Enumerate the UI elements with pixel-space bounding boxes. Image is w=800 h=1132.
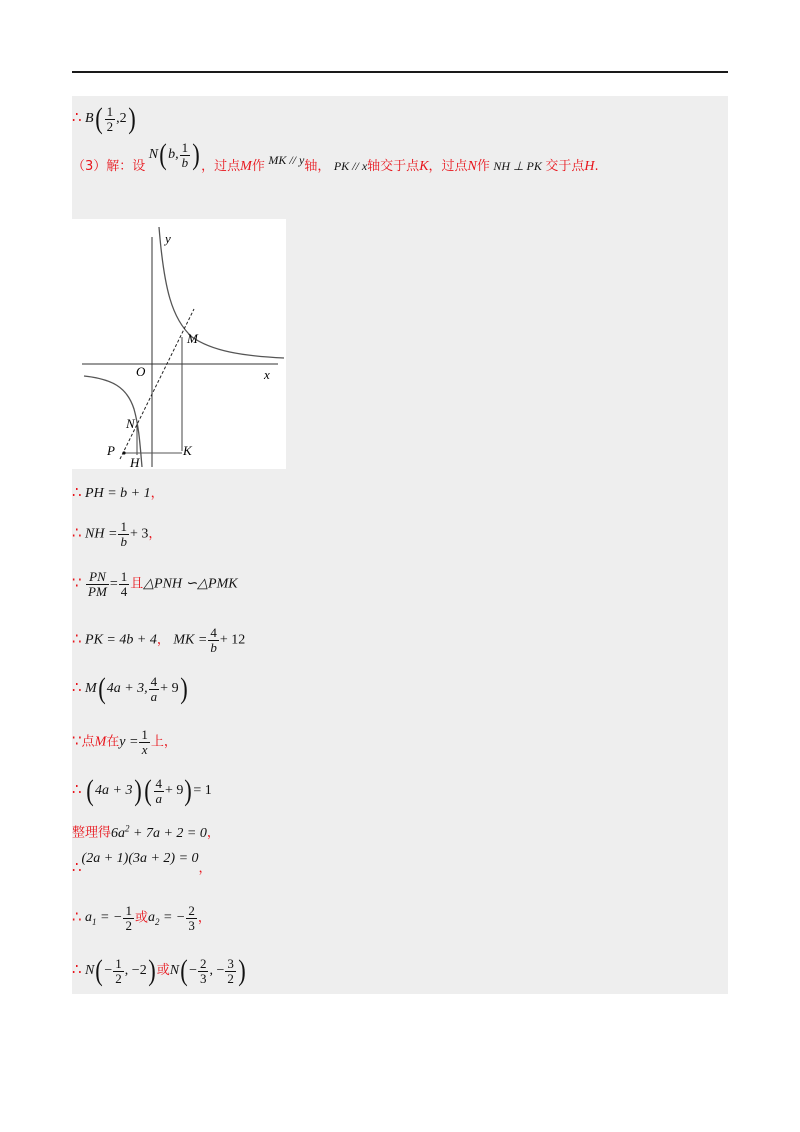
line-NH: ∴ NH = $\frac{1}{b}$ + 3， — [72, 519, 162, 549]
line-PK-MK: ∴ PK = 4b + 4， MK = $\frac{4}{b}$ + 12 — [72, 625, 246, 655]
label-y: y — [165, 231, 171, 246]
header-rule — [72, 71, 728, 73]
line-product: ∴ (4a + 3)( $\frac{4}{a}$ + 9)= 1 — [72, 774, 212, 807]
label-P: P — [107, 443, 115, 458]
hyperbola-branch-right — [159, 227, 284, 358]
label-O: O — [136, 364, 146, 379]
point-B-label: B — [85, 111, 94, 127]
figure-svg — [72, 219, 286, 469]
line-simplify: 整理得$6a^2 + 7a + 2 = 0$， — [72, 823, 220, 841]
part3-label: （3）解：设 — [72, 159, 146, 175]
label-H: H — [130, 455, 140, 469]
line-ratio: ∵ $\frac{PN}{PM}$ = $\frac{1}{4}$ 且△PNH ∽△PMK — [72, 569, 238, 599]
fraction-half: $\frac{1}{2}$ — [106, 103, 114, 134]
line-roots: ∴ $a_1$ = − $\frac{1}{2}$ 或$a_2$ = − $\frac{2}{3}$ ， — [72, 903, 211, 933]
line-PM — [120, 309, 194, 459]
therefore-symbol: ∴ — [72, 110, 82, 127]
line-N-answer: ∴ N(− $\frac{1}{2}$ , −2)或N(− $\frac{2}{3}$ , − $\frac{3}{2}$ ) — [72, 954, 246, 987]
line-M-coords: ∴ M(4a + 3, $\frac{4}{a}$ + 9) — [72, 672, 188, 705]
line-part3-intro: （3）解：设 N(b, $\frac{1}{b}$ )，过点M作 MK // y轴， PK // x轴交于点K，过点N作 NH ⊥ PK 交于点H. — [72, 138, 599, 175]
label-N: N — [126, 416, 135, 431]
label-K: K — [183, 443, 192, 458]
line-point-B: ∴ B( $\frac{1}{2}$ ,2) — [72, 102, 136, 135]
line-on-curve: ∵点M在y = $\frac{1}{x}$ 上， — [72, 727, 177, 757]
label-x: x — [264, 367, 270, 382]
solution-panel — [72, 96, 728, 994]
line-PH: ∴ PH = b + 1， — [72, 485, 164, 501]
label-M: M — [187, 331, 198, 346]
fraction-1-over-b: $\frac{1}{b}$ — [181, 139, 189, 170]
hyperbola-figure — [72, 219, 286, 469]
point-P-dot — [122, 451, 125, 454]
line-factor: ∴(2a + 1)(3a + 2) = 0， — [72, 851, 212, 876]
